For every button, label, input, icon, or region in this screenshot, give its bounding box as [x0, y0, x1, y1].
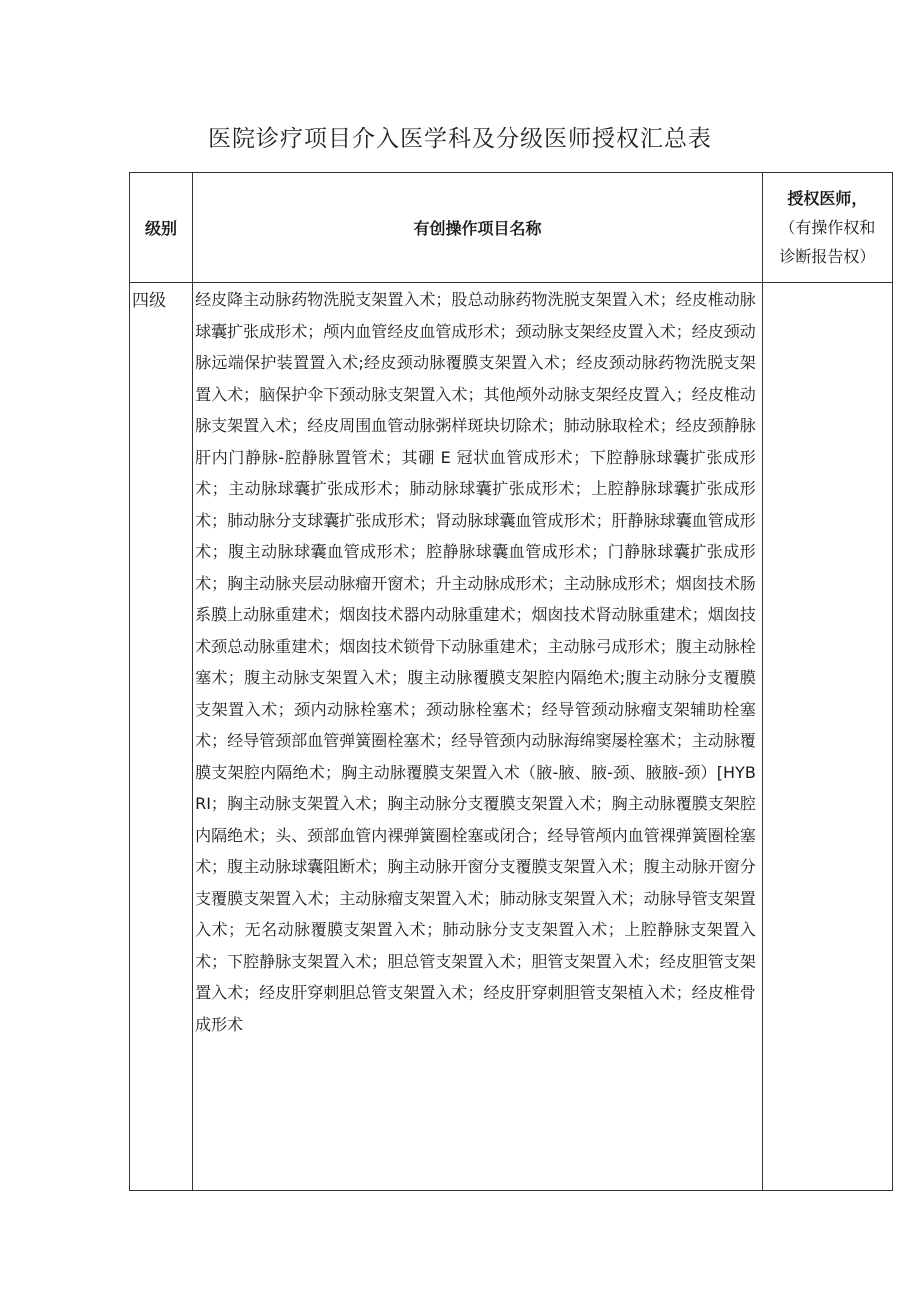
header-level: 级别 — [130, 173, 193, 283]
authorization-table — [129, 172, 893, 1191]
page-title: 医院诊疗项目介入医学科及分级医师授权汇总表 — [208, 126, 712, 152]
table-row — [130, 283, 893, 1191]
level-value: 四级 — [132, 291, 166, 311]
header-authorized-doctor — [762, 173, 892, 283]
header-doctor-line1: 授权医师， — [787, 189, 868, 208]
doctors-cell — [762, 283, 892, 1191]
procedures-cell — [193, 283, 763, 1191]
header-doctor-line3: 诊断报告权） — [779, 247, 876, 266]
level-cell — [130, 283, 193, 1191]
procedures-list: 经皮降主动脉药物洗脱支架置入术；股总动脉药物洗脱支架置入术；经皮椎动脉球囊扩张成形术；颅内血管经皮血管成形术；颈动脉支架经皮置入术；经皮颈动脉远端保护装置置入术;经皮颈动脉覆膜支架置入术；经皮颈动脉药物洗脱支架置入术；脑保护伞下颈动脉支架置入术；其他颅外动脉支架经皮置入；经皮椎动脉支架置入术；经皮周围血管动脉粥样斑块切除术；肺动脉取栓术；经皮颈静脉肝内门静脉-腔静脉置管术；其硼 E 冠状血管成形术；下腔静脉球囊扩张成形术；主动脉球囊扩张成形术；肺动脉球囊扩张成形术；上腔静脉球囊扩张成形术；肺动脉分支球囊扩张成形术；肾动脉球囊血管成形术；肝静脉球囊血管成形术；腹主动脉球囊血管成形术；腔静脉球囊血管成形术；门静脉球囊扩张成形术；胸主动脉夹层动脉瘤开窗术；升主动脉成形术；主动脉成形术；烟囱技术肠系膜上动脉重建术；烟囱技术器内动脉重建术；烟囱技术肾动脉重建术；烟囱技术颈总动脉重建术；烟囱技术锁骨下动脉重建术；主动脉弓成形术；腹主动脉栓塞术；腹主动脉支架置入术；腹主动脉覆膜支架腔内隔绝术;腹主动脉分支覆膜支架置入术；颈内动脉栓塞术；颈动脉栓塞术；经导管颈动脉瘤支架辅助栓塞术；经导管颈部血管弹簧圈栓塞术；经导管颈内动脉海绵窦屡栓塞术；主动脉覆膜支架腔内隔绝术；胸主动脉覆膜支架置入术（腋-腋、腋-颈、腋腋-颈）[HYBRI；胸主动脉支架置入术；胸主动脉分支覆膜支架置入术；胸主动脉覆膜支架腔内隔绝术；头、颈部血管内裸弹簧圈栓塞或闭合；经导管颅内血管裸弹簧圈栓塞术；腹主动脉球囊阻断术；胸主动脉开窗分支覆膜支架置入术；腹主动脉开窗分支覆膜支架置入术；主动脉瘤支架置入术；肺动脉支架置入术；动脉导管支架置入术；无名动脉覆膜支架置入术；肺动脉分支支架置入术；上腔静脉支架置入术；下腔静脉支架置入术；胆总管支架置入术；胆管支架置入术；经皮胆管支架置入术；经皮肝穿刺胆总管支架置入术；经皮肝穿刺胆管支架植入术；经皮椎骨成形术 — [195, 290, 756, 1034]
header-procedure-name: 有创操作项目名称 — [193, 173, 763, 283]
header-doctor-line2: （有操作权和 — [779, 218, 876, 237]
table-header-row — [130, 173, 893, 283]
